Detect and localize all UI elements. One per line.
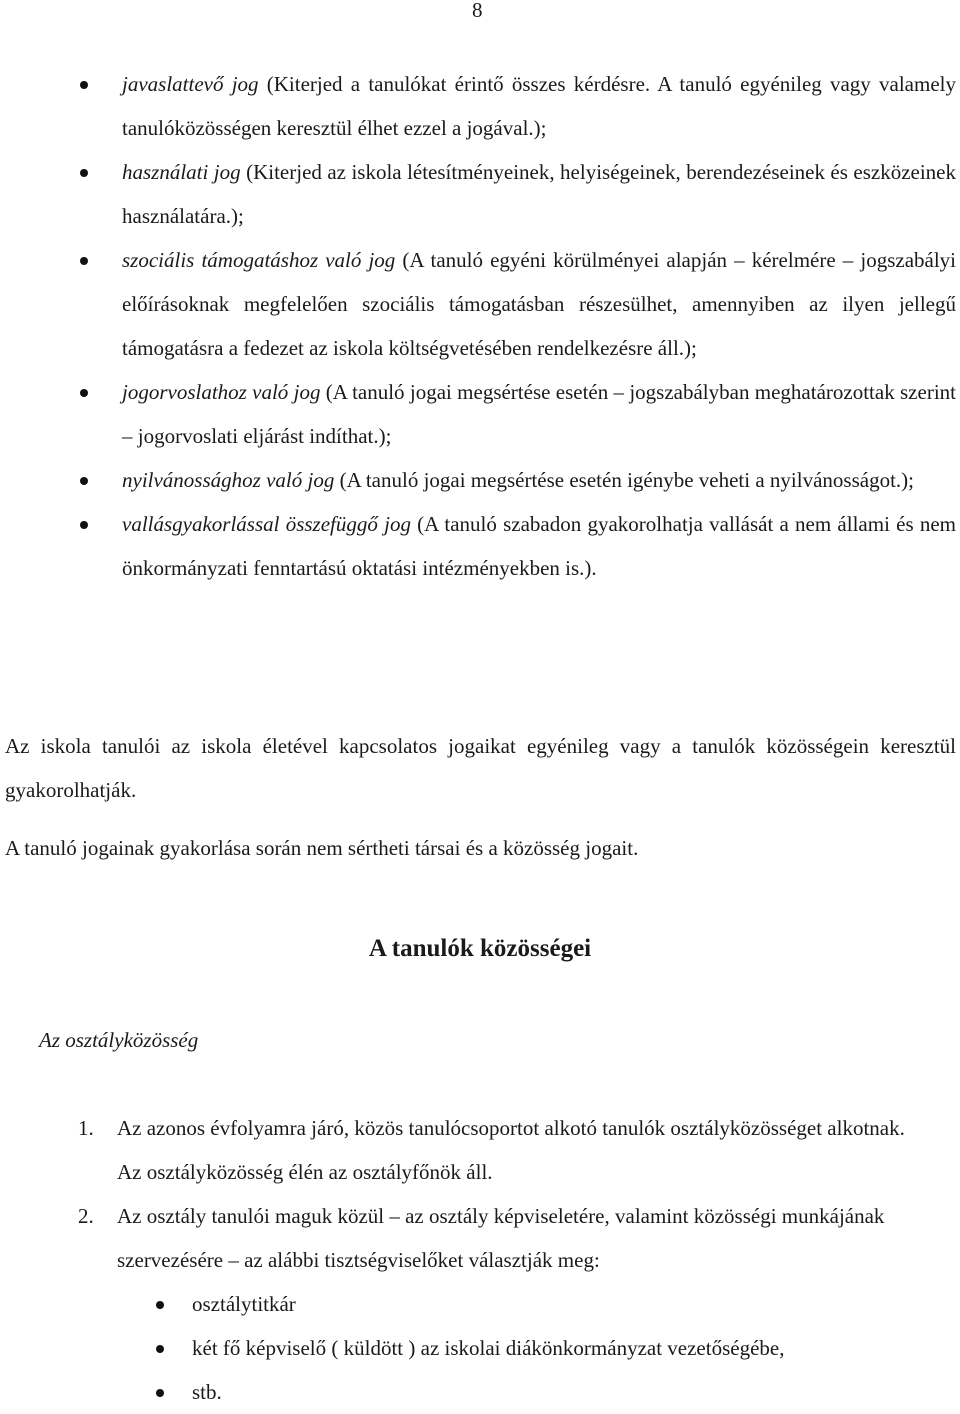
right-description: (Kiterjed az iskola létesítményeinek, helyiségeinek, berendezéseinek és eszközeinek használatára.); — [122, 160, 956, 228]
rights-list — [0, 62, 960, 590]
rights-item — [0, 238, 960, 370]
paragraph-rights-exercise: Az iskola tanulói az iskola életével kapcsolatos jogaikat egyénileg vagy a tanulók közösségein keresztül gyakorolhatják. — [5, 734, 956, 802]
right-term: használati jog — [122, 160, 241, 184]
paragraph-rights-limit: A tanuló jogainak gyakorlása során nem sértheti társai és a közösség jogait. — [5, 836, 639, 860]
right-description: (A tanuló egyéni körülményei alapján – kérelmére – jogszabályi előírásoknak megfelelően szociális támogatásban részesülhet, amennyiben az ilyen jellegű támogatásra a fedezet az iskola költségvetésében rendelkezésre áll.); — [122, 248, 957, 360]
page-number: 8 — [472, 0, 483, 22]
section-heading: A tanulók közösségei — [368, 935, 592, 962]
right-term: szociális támogatáshoz való jog — [122, 248, 396, 272]
right-description: (A tanuló jogai megsértése esetén – jogszabályban meghatározottak szerint – jogorvoslati eljárást indíthat.); — [122, 380, 956, 448]
right-description: (Kiterjed a tanulókat érintő összes kérdésre. A tanuló egyénileg vagy valamely tanulóközösségen keresztül élhet ezzel a jogával.); — [122, 72, 956, 140]
numbered-item — [0, 1106, 960, 1194]
officer-item: stb. — [117, 1370, 920, 1414]
right-term: vallásgyakorlással összefüggő jog — [122, 512, 411, 536]
officer-item: osztálytitkár — [117, 1282, 920, 1326]
right-description: (A tanuló jogai megsértése esetén igénybe veheti a nyilvánosságot.); — [334, 468, 914, 492]
item-text: Az osztály tanulói maguk közül – az osztály képviseletére, valamint közösségi munkájának szervezésére – az alábbi tisztségviselőket választják meg: — [117, 1204, 885, 1272]
rights-item — [0, 458, 960, 502]
rights-item — [0, 62, 960, 150]
officers-list — [117, 1282, 920, 1414]
right-term: javaslattevő jog — [122, 72, 259, 96]
right-description: (A tanuló szabadon gyakorolhatja vallását a nem állami és nem önkormányzati fenntartású oktatási intézményekben is.). — [122, 512, 957, 580]
rights-item — [0, 150, 960, 238]
item-number: 1. — [78, 1116, 94, 1140]
right-term: jogorvoslathoz való jog — [122, 380, 321, 404]
rights-item — [0, 370, 960, 458]
item-text: Az azonos évfolyamra járó, közös tanulócsoportot alkotó tanulók osztályközösséget alkotnak. Az osztályközösség élén az osztályfőnök áll. — [117, 1116, 905, 1184]
item-number: 2. — [78, 1204, 94, 1228]
subsection-heading: Az osztályközösség — [39, 1028, 199, 1052]
officer-item: két fő képviselő ( küldött ) az iskolai diákönkormányzat vezetőségébe, — [117, 1326, 920, 1370]
rights-item — [0, 502, 960, 590]
numbered-item — [0, 1194, 960, 1414]
numbered-list — [0, 1106, 960, 1414]
right-term: nyilvánossághoz való jog — [122, 468, 335, 492]
